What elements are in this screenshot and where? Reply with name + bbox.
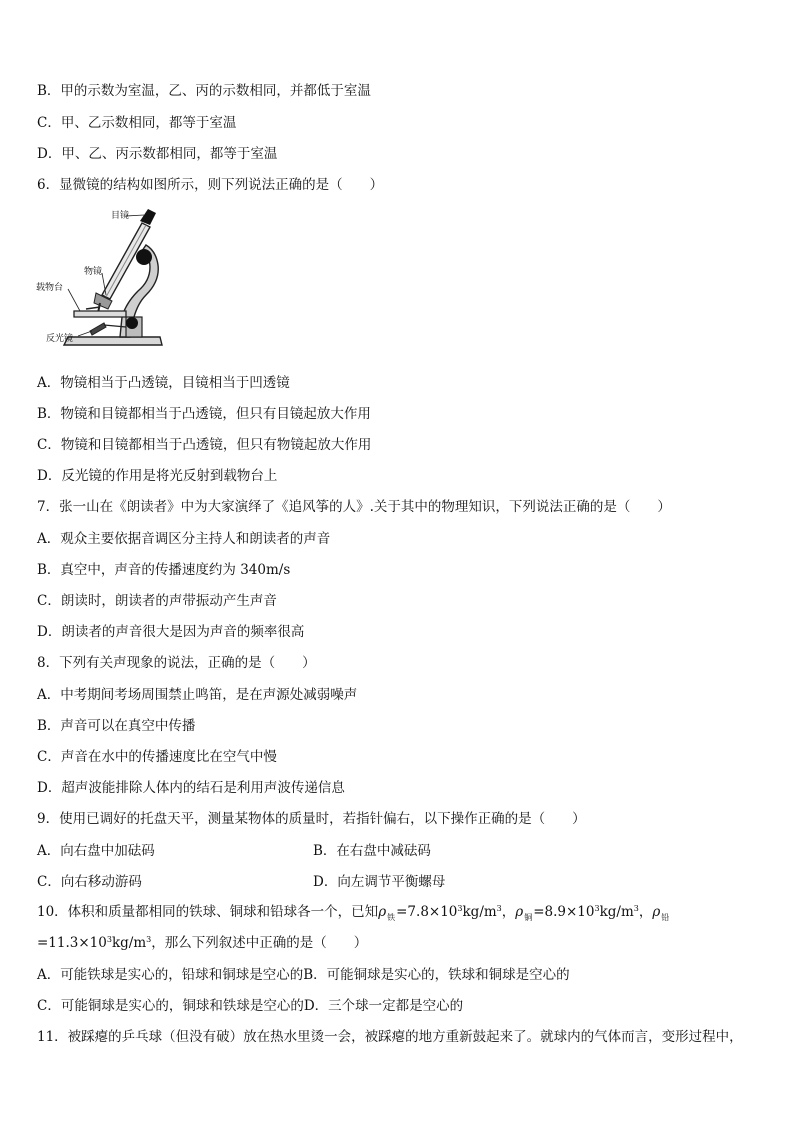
iron-exponent: 3 [457, 904, 463, 913]
q5-option-d: D．甲、乙、丙示数都相同，都等于室温 [37, 146, 278, 162]
q5-option-c: C．甲、乙示数相同，都等于室温 [37, 115, 237, 131]
q10-stem-end: ，那么下列叙述中正确的是（ ） [151, 935, 368, 951]
iron-unit-exponent: 3 [496, 904, 502, 913]
q10-stem-line1 [37, 903, 670, 923]
q6-option-a: A．物镜相当于凸透镜，目镜相当于凹透镜 [37, 375, 290, 391]
q9-option-a: A．向右盘中加砝码 [37, 843, 155, 859]
lead-unit-exponent: 3 [146, 935, 152, 944]
q6-option-b: B．物镜和目镜都相当于凸透镜，但只有目镜起放大作用 [37, 406, 371, 422]
q7-option-b: B．真空中，声音的传播速度约为 340m/s [37, 562, 291, 578]
lead-exponent: 3 [106, 935, 112, 944]
q8-option-a: A．中考期间考场周围禁止鸣笛，是在声源处减弱噪声 [37, 687, 358, 703]
copper-subscript: 铜 [524, 913, 533, 922]
q11-stem: 11．被踩瘪的乒乓球（但没有破）放在热水里烫一会，被踩瘪的地方重新鼓起来了。就球内的气体而言，变形过程中， [37, 1029, 743, 1045]
iron-unit: kg/m [462, 904, 497, 920]
label-mirror: 反光镜 [46, 334, 74, 344]
q8-option-d: D．超声波能排除人体内的结石是利用声波传递信息 [37, 780, 345, 796]
q6-stem: 6．显微镜的结构如图所示，则下列说法正确的是（ ） [37, 177, 384, 193]
q10-options-cd: C．可能铜球是实心的，铜球和铁球是空心的D．三个球一定都是空心的 [37, 998, 464, 1014]
q5-option-b: B．甲的示数为室温，乙、丙的示数相同，并都低于室温 [37, 83, 371, 99]
q7-option-a: A．观众主要依据音调区分主持人和朗读者的声音 [37, 531, 331, 547]
q9-option-b: B．在右盘中减砝码 [313, 843, 431, 859]
separator: ， [638, 904, 653, 920]
rho-symbol: ρ [515, 904, 524, 920]
lead-unit: kg/m [111, 935, 147, 951]
q7-option-d: D．朗读者的声音很大是因为声音的频率很高 [37, 624, 305, 640]
label-objective: 物镜 [84, 267, 103, 277]
lead-density: =11.3×10 [37, 935, 107, 951]
iron-density: =7.8×10 [396, 904, 458, 920]
label-eyepiece: 目镜 [111, 211, 130, 221]
q10-stem-text: 10．体积和质量都相同的铁球、铜球和铅球各一个，已知 [37, 904, 379, 920]
copper-exponent: 3 [594, 904, 600, 913]
iron-subscript: 铁 [387, 913, 396, 922]
copper-unit: kg/m [599, 904, 634, 920]
q8-stem: 8．下列有关声现象的说法，正确的是（ ） [37, 655, 316, 671]
copper-density: =8.9×10 [533, 904, 595, 920]
q10-options-ab: A．可能铁球是实心的，铅球和铜球是空心的B．可能铜球是实心的，铁球和铜球是空心的 [37, 967, 570, 983]
lead-subscript: 铅 [661, 913, 670, 922]
q10-stem-line2 [37, 934, 367, 954]
q9-stem: 9．使用已调好的托盘天平，测量某物体的质量时，若指针偏右，以下操作正确的是（ ） [37, 811, 586, 827]
rho-symbol: ρ [378, 904, 387, 920]
q6-option-d: D．反光镜的作用是将光反射到载物台上 [37, 468, 278, 484]
q8-option-c: C．声音在水中的传播速度比在空气中慢 [37, 749, 277, 765]
rho-symbol: ρ [652, 904, 661, 920]
q9-option-d: D．向左调节平衡螺母 [313, 874, 446, 890]
q6-option-c: C．物镜和目镜都相当于凸透镜，但只有物镜起放大作用 [37, 437, 372, 453]
microscope-figure [34, 205, 174, 355]
q9-option-c: C．向右移动游码 [37, 874, 142, 890]
q7-stem: 7．张一山在《朗读者》中为大家演绎了《追风筝的人》.关于其中的物理知识，下列说法正确的是（ ） [37, 499, 671, 515]
q7-option-c: C．朗读时，朗读者的声带振动产生声音 [37, 593, 277, 609]
separator: ， [501, 904, 516, 920]
copper-unit-exponent: 3 [633, 904, 639, 913]
q8-option-b: B．声音可以在真空中传播 [37, 718, 196, 734]
label-stage: 载物台 [36, 283, 64, 293]
